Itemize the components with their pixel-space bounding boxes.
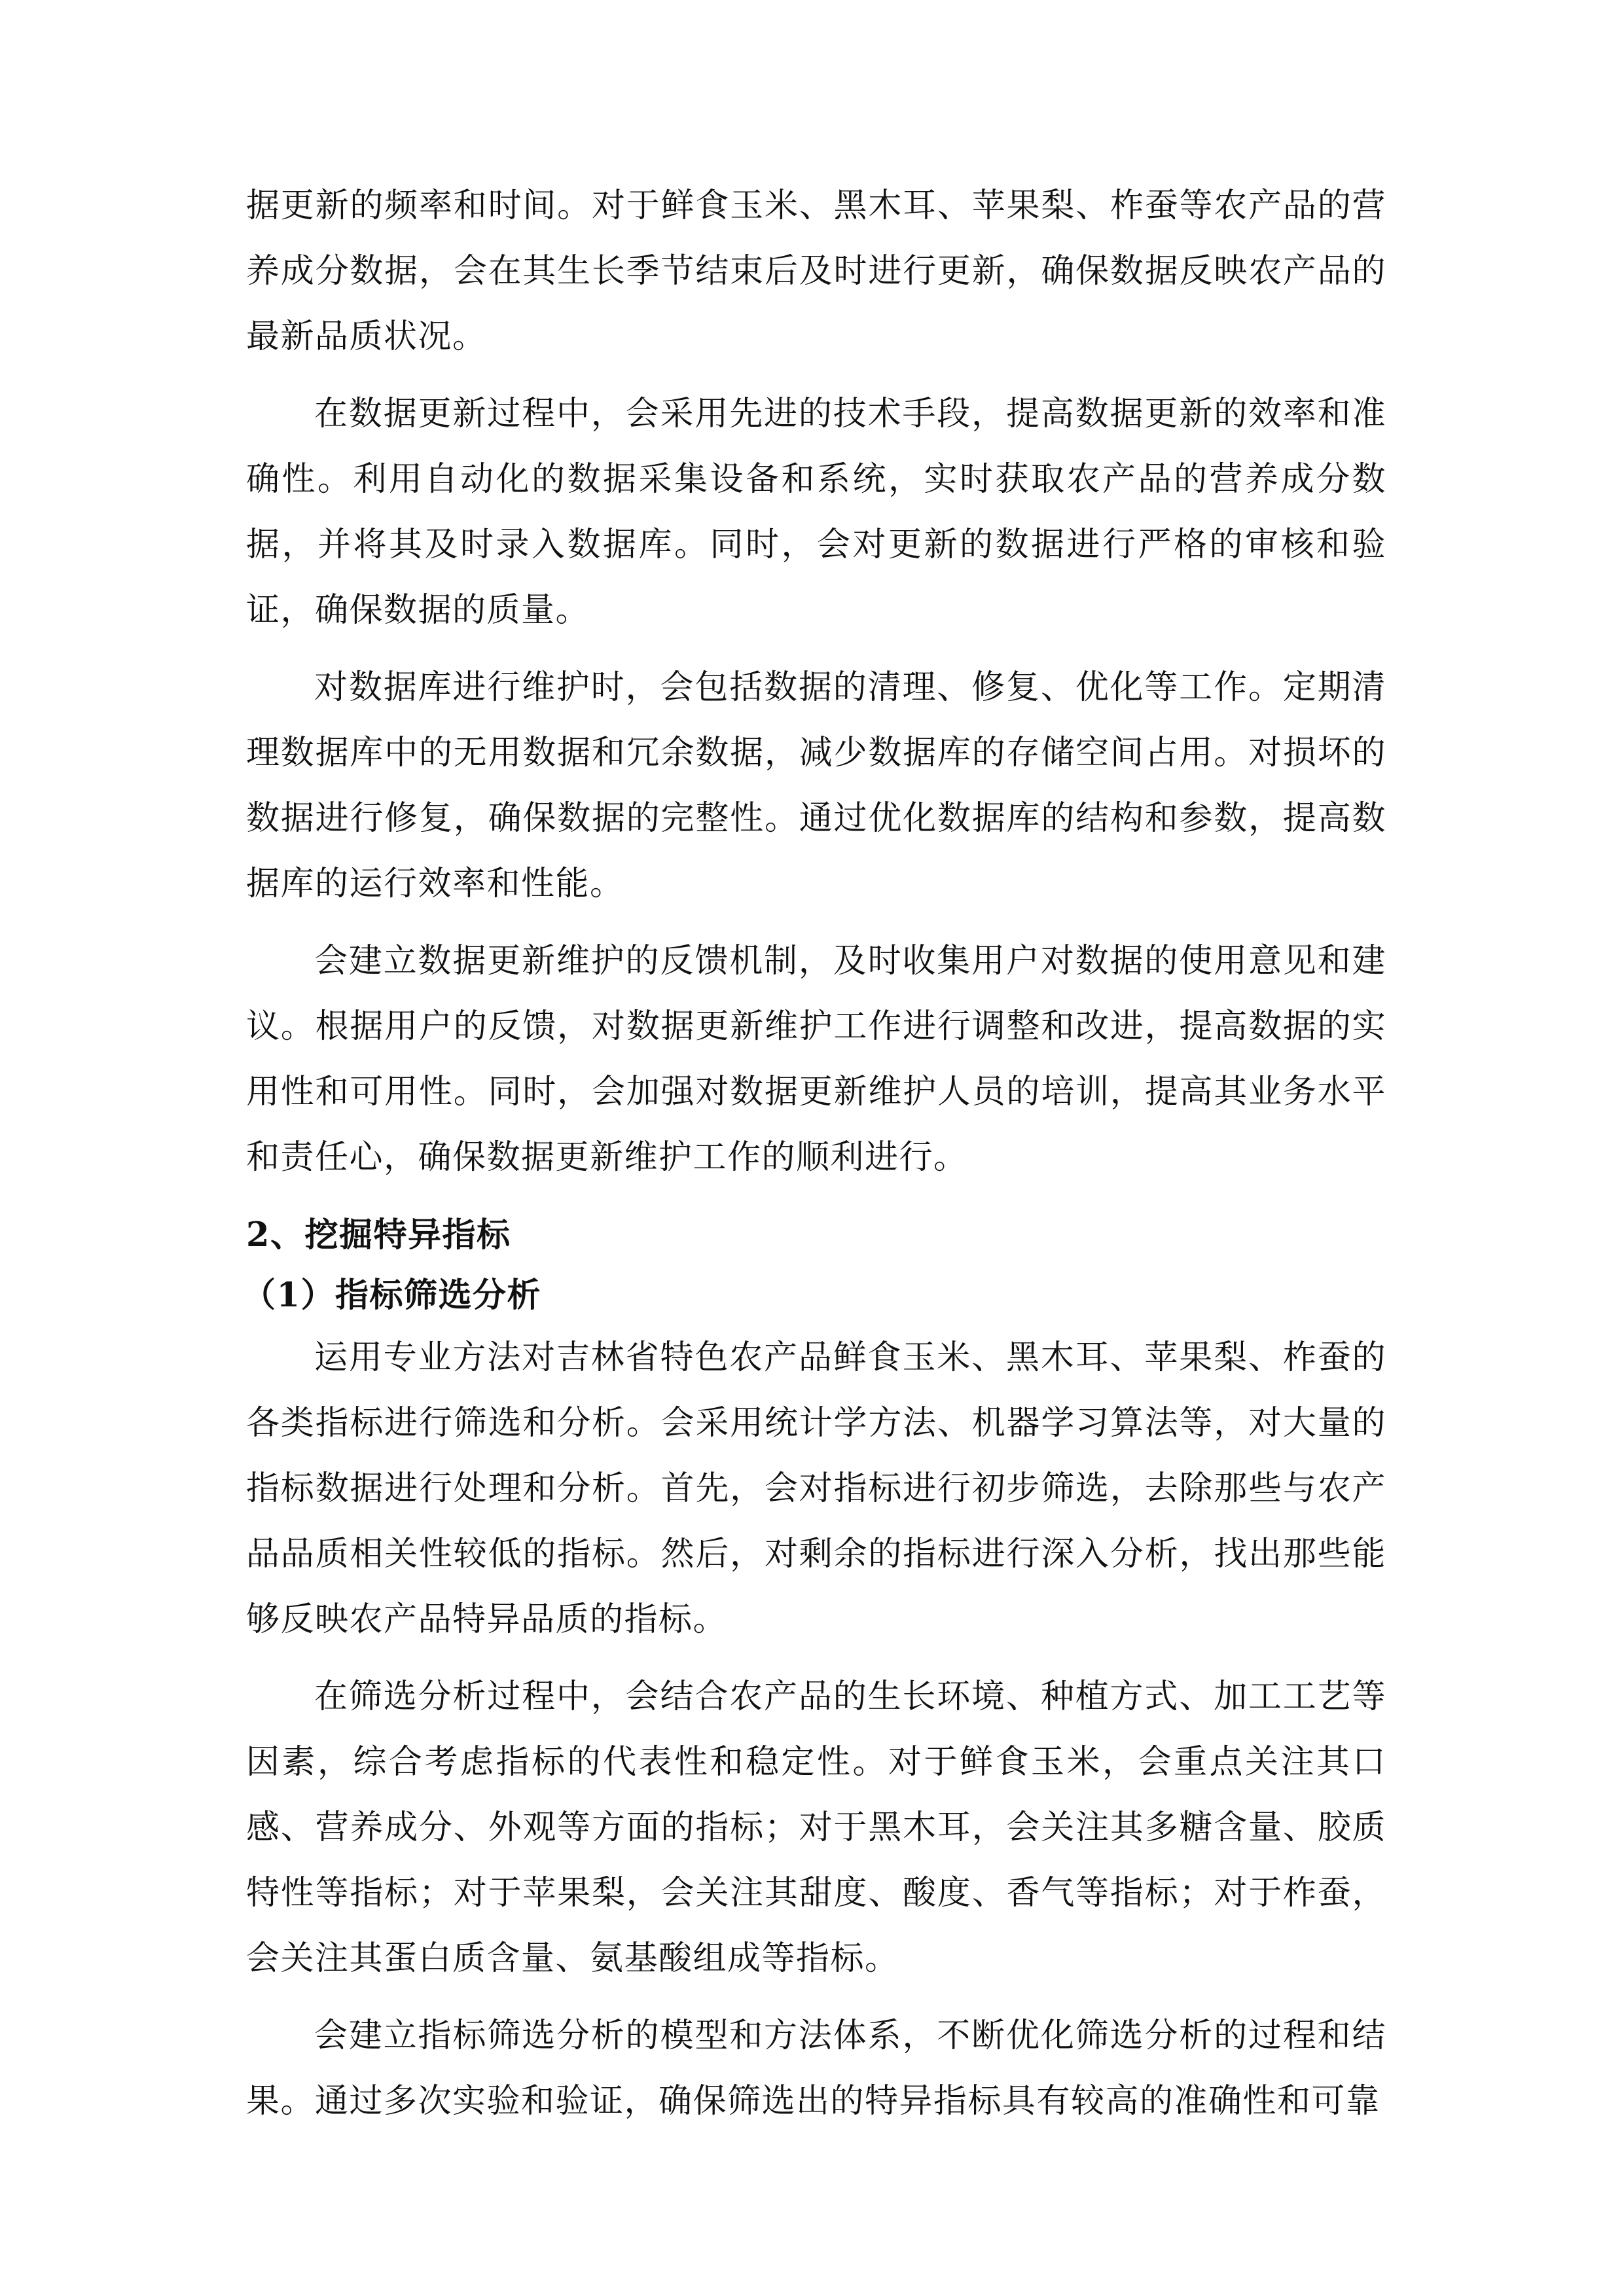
- paragraph-database-maintenance: 对数据库进行维护时，会包括数据的清理、修复、优化等工作。定期清理数据库中的无用数据和冗余数据，减少数据库的存储空间占用。对损坏的数据进行修复，确保数据的完整性。通过优化数据库的结构和参数，提高数据库的运行效率和性能。: [246, 668, 1386, 903]
- paragraph-indicator-screening: 运用专业方法对吉林省特色农产品鲜食玉米、黑木耳、苹果梨、柞蚕的各类指标进行筛选和分析。会采用统计学方法、机器学习算法等，对大量的指标数据进行处理和分析。首先，会对指标进行初步筛选，去除那些与农产品品质相关性较低的指标。然后，对剩余的指标进行深入分析，找出那些能够反映农产品特异品质的指标。: [246, 1338, 1386, 1639]
- section-heading: 2、挖掘特异指标: [246, 1215, 511, 1255]
- document-body: [242, 173, 1386, 2134]
- subsection-heading: （1）指标筛选分析: [242, 1276, 541, 1315]
- paragraph-screening-model: 会建立指标筛选分析的模型和方法体系，不断优化筛选分析的过程和结果。通过多次实验和验证，确保筛选出的特异指标具有较高的准确性和可靠: [246, 2017, 1386, 2121]
- paragraph-feedback-mechanism: 会建立数据更新维护的反馈机制，及时收集用户对数据的使用意见和建议。根据用户的反馈，对数据更新维护工作进行调整和改进，提高数据的实用性和可用性。同时，会加强对数据更新维护人员的培训，提高其业务水平和责任心，确保数据更新维护工作的顺利进行。: [246, 942, 1386, 1177]
- paragraph-screening-factors: 在筛选分析过程中，会结合农产品的生长环境、种植方式、加工工艺等因素，综合考虑指标的代表性和稳定性。对于鲜食玉米，会重点关注其口感、营养成分、外观等方面的指标；对于黑木耳，会关注其多糖含量、胶质特性等指标；对于苹果梨，会关注其甜度、酸度、香气等指标；对于柞蚕，会关注其蛋白质含量、氨基酸组成等指标。: [246, 1677, 1386, 1978]
- paragraph-data-update-process: 在数据更新过程中，会采用先进的技术手段，提高数据更新的效率和准确性。利用自动化的数据采集设备和系统，实时获取农产品的营养成分数据，并将其及时录入数据库。同时，会对更新的数据进行严格的审核和验证，确保数据的质量。: [246, 395, 1386, 630]
- paragraph-data-update-frequency: 据更新的频率和时间。对于鲜食玉米、黑木耳、苹果梨、柞蚕等农产品的营养成分数据，会在其生长季节结束后及时进行更新，确保数据反映农产品的最新品质状况。: [246, 187, 1386, 356]
